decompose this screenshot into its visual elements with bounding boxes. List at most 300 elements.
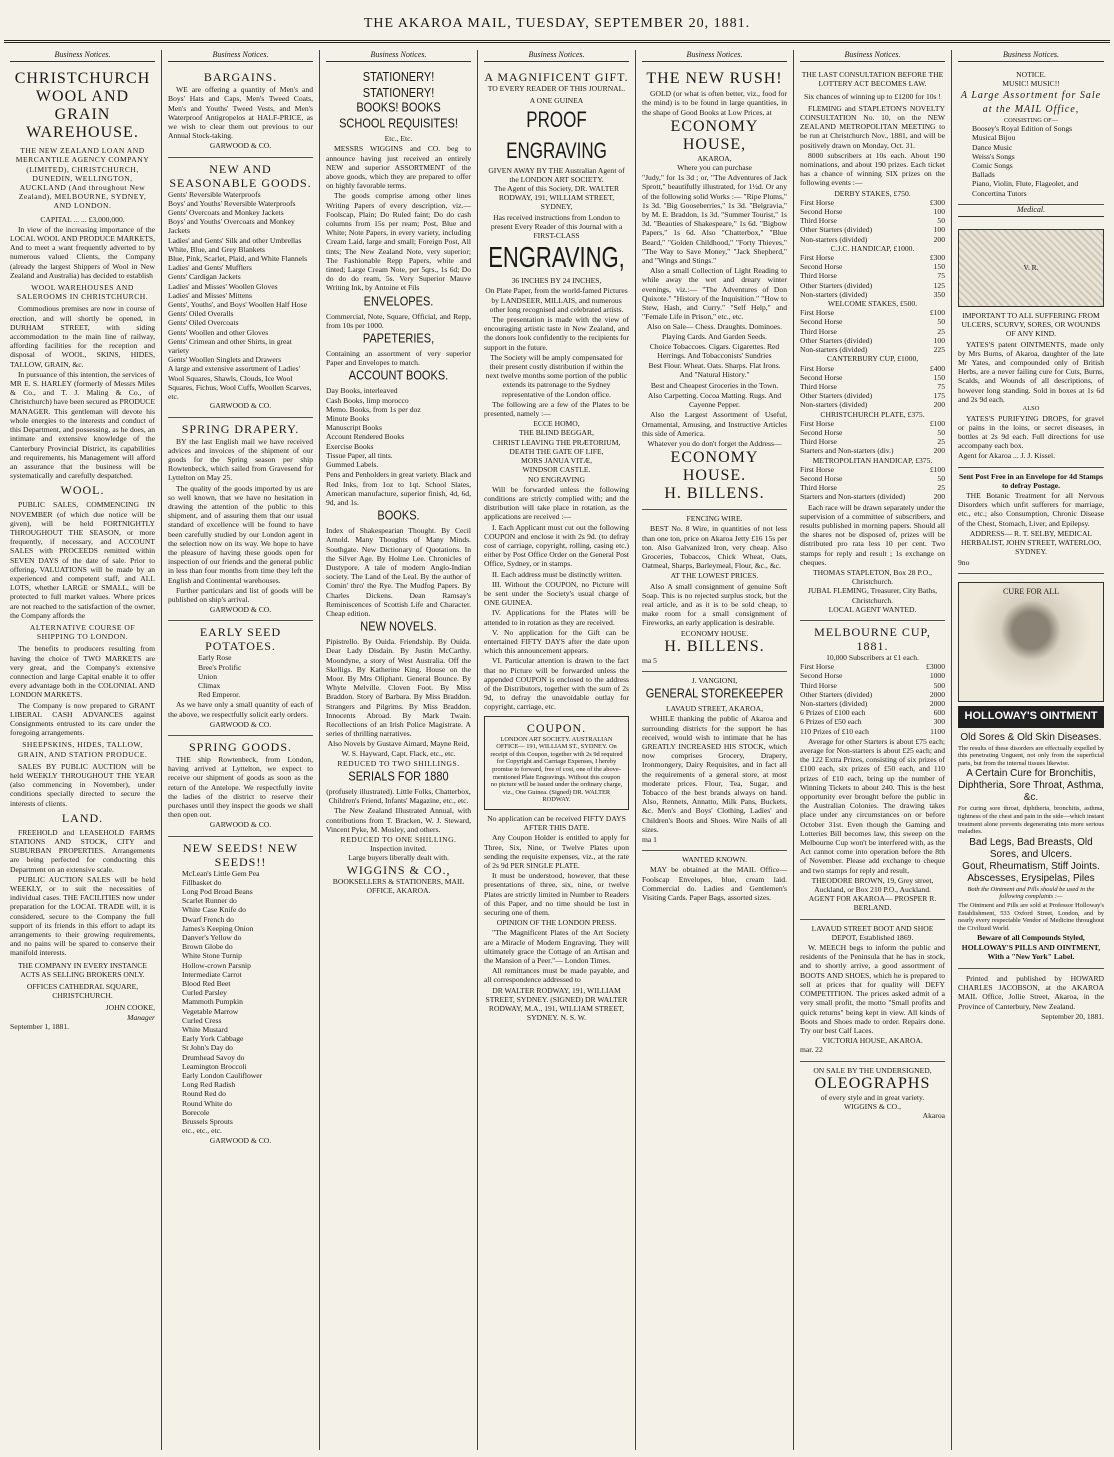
wanted-known-ad [642,851,787,909]
paragraph: The Company is now prepared to GRANT LIBERAL CASH ADVANCES against Consignments entrusted to its care under the foregoing arrangements. [10,700,155,738]
list-item: Long Red Radish [182,1080,236,1090]
paragraph: FLEMING and STAPLETON'S NOVELTY CONSULTATION No. 10, on the NEW ZEALAND METROPOLITAN MEETING to be run at Christchurch Nov., 1881, and will be positively drawn on Monday, Oct. 31. [800,103,945,150]
list-item: Climax [198,680,221,690]
paragraph: Choice Tobaccoes. Cigars. Cigarettes. Red Herrings. And Tobacconists' Sundries [649,341,780,361]
list-item: Scarlet Runner do [182,896,237,906]
agent: AGENT FOR AKAROA— PROSPER R. BERLAND. [808,894,937,913]
list-item: ECCE HOMO, [533,419,580,429]
paragraph: Also A small consignment of genuine Soft Soap. This is no rejected surplus stock, but the real article, and as it is to be sold cheap, to make room for a small consignment of Fireworks, an early application is desirable. [642,581,787,628]
subheading: Gout, Rheumatism, Stiff Joints. [962,860,1100,872]
column-7 [952,50,1110,1450]
prize-table [800,308,945,354]
advertiser: JUBAL FLEMING, Treasurer, City Baths, Christchurch. [807,586,938,605]
row-label: First Horse [800,418,834,428]
list-item: Brussels Sprouts [182,1117,233,1127]
list-item: Blue, Pink, Scarlet, Plaid, and White Flannels [168,254,308,264]
list-item: Borecole [182,1107,210,1117]
list-item: Gents' Oiled Overcoats [168,318,239,328]
row-label: Second Horse [800,207,843,217]
royal-arms-letters: V. R. [1023,263,1039,273]
advertiser-address: Akaroa [922,1111,945,1121]
table-row [800,253,945,262]
row-value: 25 [937,483,945,493]
coupon-text: LONDON ART SOCIETY. AUSTRALIAN OFFICE— 191, WILLIAM ST., SYDNEY. On receipt of this Coupon, together with 2s 9d required for Copyright and Carriage Expenses, I hereby promise to forward, free of cost, one of the above-mentioned Plate Engravings. Without this coupon no picture will be issued under the ordinary charge, viz., One Guinea. (Signed) DR. WALTER RODWAY. [490,735,623,804]
row-value: 225 [933,345,945,355]
ad-title: NEW AND SEASONABLE GOODS. [169,161,312,190]
list-item: Gents' Reversible Waterproofs [168,189,261,199]
table-row [800,483,945,492]
race-title: DERBY STAKES, £750. [834,188,911,198]
row-value: £300 [929,197,945,207]
list-item: Day Books, interleaved [326,386,398,396]
table-row [800,428,945,437]
wool-warehouse-ad [10,66,155,1037]
magnificent-gift-ad [484,66,629,1029]
subheading: A Large Assortment for Sale at the MAIL Office, [960,89,1102,115]
seasonable-goods-ad [168,158,313,418]
paragraph: Average for other Starters is about £75 each; average for Non-starters is about £25 each; and the 122 Extra Prizes, consisting of six prizes of £100 each, six prizes of £50 each, and 110 prizes of £10 each, bring up the number of Winning Tickets to about 240. This is the best opportunity ever brought before the public in the Australian Colonies. The drawing takes place under any circumstances on or before October 31st. Even though the Gaming and Lotteries Bill becomes law, this sweep on the Melbourne Cup won't be interfered with, as the Act cannot come into operation before the 8th of November. Please add exchange to cheque and two stamps for reply and result, [800,736,945,875]
column-3 [320,50,478,1450]
masthead-rule [4,40,1110,41]
date: September 1, 1881. [10,1021,70,1031]
ad-title: NEW SEEDS! NEW SEEDS!! [182,840,299,869]
list-item: Danver's Yellow do [182,933,242,943]
race-title: CANTERBURY CUP, £1000, [826,354,919,364]
table-row [800,198,945,207]
advertiser: WIGGINS & CO., [346,862,451,877]
list-item: MORS JANUA VITÆ, [521,456,592,466]
list-item: Memo. Books, from 1s per doz [326,404,421,414]
ad-title: MELBOURNE CUP, 1881. [814,624,931,653]
paragraph: W. MEECH begs to inform the public and residents of the Peninsula that he has in stock, and to shortly arrive, a good assortment of BOOTS AND SHOES, which he is prepared to sell at prices that for quality will DEFY COMPETITION. The prices asked admit of a very small profit, the motto "Small profits and quick returns" being kept in view. All kinds of Boots and Shoes made to order. Repairs done. Try our best Calf Laces. [800,943,945,1035]
table-row [800,216,945,225]
table-row [800,281,945,290]
ref-code: 9no [958,557,970,567]
subheading: Abscesses, Erysipelas, Piles [967,872,1095,884]
paragraph: Containing an assortment of very superior Paper and Envelopes to match. [326,349,471,368]
paragraph: Also on Sale— Chess. Draughts. Dominoes. Playing Cards. And Garden Seeds. [647,322,782,341]
paragraph: 8000 subscribers at 10s each. About 190 nominations, and about 190 prizes. Each ticket has a chance of winning SIX prizes on the following events :— [800,150,945,188]
paragraph: Also Carpetting. Cocoa Matting. Rugs. And Cayenne Pepper. [647,390,782,410]
list-item: McLean's Little Gem Pea [182,868,260,878]
row-value: 150 [933,262,945,272]
row-value: 1100 [930,726,945,736]
row-value: £100 [929,418,945,428]
goods-list [168,190,313,402]
row-label: Third Horse [800,483,837,493]
row-label: Second Horse [800,671,843,681]
subheading: ECONOMY HOUSE. [680,628,749,638]
paragraph: FREEHOLD and LEASEHOLD FARMS STATIONS AND STOCK, CITY and SUBURBAN PROPERTIES. Arrangements are being perfected for conducting this Department on an extensive scale. [10,827,155,874]
subheading: OLEOGRAPHS [814,1074,931,1092]
list-item: Round Red do [182,1089,226,1099]
seed-potatoes-ad [168,621,313,736]
music-list [958,124,1104,198]
advertiser: GARWOOD & CO. [209,719,272,729]
list-item: Boys' and Youths' Overcoats and Monkey Jackets [168,217,295,236]
subheading: 10,000 Subscribers at £1 each. [826,652,919,662]
subheading: REDUCED TO TWO SHILLINGS. [337,758,460,768]
table-row [800,662,945,671]
paragraph: Inspection invited. [370,844,427,854]
selby-ad [958,468,1104,574]
row-value: £400 [929,363,945,373]
list-item: Brown Globe do [182,942,233,952]
table-row [800,391,945,400]
ref-code: ma 1 [642,835,657,844]
paragraph: MAY be obtained at the MAIL Office— Foolscap Envelopes, blue, cream laid. Commercial do. Ladies and Gentlemen's Visiting Cards. Paper Bags, assorted sizes. [642,865,787,903]
row-label: First Horse [800,197,834,207]
paragraph: Both the Ointment and Pills should be used in the following complaints :— [967,885,1095,901]
table-row [800,235,945,244]
paragraph: III. Without the COUPON, no Picture will be sent under the Society's usual charge of ONE GUINEA. [484,579,629,608]
row-label: Second Horse [800,427,843,437]
row-label: First Horse [800,308,834,318]
table-row [800,225,945,234]
subheading: Bad Legs, Bad Breasts, Old Sores, and Ulcers. [969,836,1093,860]
signature-role: Manager [127,1012,155,1022]
list-item: Early Rose [198,653,232,663]
subheading: GENERAL STOREKEEPER [645,686,784,702]
list-item: Gents' Cardigan Jackets [168,272,241,282]
paragraph: The following are a few of the Plates to be presented, namely :— [484,399,629,419]
list-item: Curled Cress [182,1015,222,1025]
row-label: Second Horse [800,317,843,327]
masthead: THE AKAROA MAIL, TUESDAY, SEPTEMBER 20, 1881. [363,16,751,31]
economy-house-ad [642,66,787,510]
column-2 [162,50,320,1450]
advertiser-address: ADDRESS— R. T. SELBY, MEDICAL HERBALIST, JOHN STREET, WATERLOO, SYDNEY. [960,528,1102,557]
spring-drapery-ad [168,418,313,622]
paragraph: THE COMPANY IN EVERY INSTANCE ACTS AS SELLING BROKERS ONLY. [18,960,147,979]
row-label: Non-starters (divided) [800,345,868,355]
row-label: Third Horse [800,326,837,336]
subheading: AKAROA, [697,153,732,163]
row-value: 25 [937,326,945,336]
table-row [800,727,945,736]
paragraph: WHILE thanking the public of Akaroa and surrounding districts for the support he has received, would wish to intimate that he has GREATLY INCREASED HIS STOCK, which now comprises Grocery, Drapery, Ironmongery, Dairy Requisites, and in fact all the requirements of a general store, at most moderate prices. Flour, Tea, Sugar, and Tobacco of the best brands always on hand. Also, Rennets, Annatto, Milk Pans, Buckets, &c. Men's and Boys' Clothing, Ladies' and Children's Boots and Shoes. Wire Nails of all sizes. [642,714,787,834]
row-value: 200 [933,446,945,456]
race-title: CHRISTCHURCH PLATE, £375. [820,409,925,419]
list-item: Boys' and Youths' Reversible Waterproofs [168,198,296,208]
table-row [800,474,945,483]
ad-title: FENCING WIRE. [686,514,743,524]
list-item: Tissue Paper, all tints. [326,450,393,460]
masthead-rule-2 [4,42,1110,43]
row-label: Third Horse [800,680,837,690]
prize-table [800,253,945,299]
row-value: 100 [933,225,945,235]
list-item: Gents' Overcoats and Monkey Jackets [168,208,284,218]
column-heading: Business Notices. [642,50,787,62]
melbourne-cup-ad [800,621,945,920]
paragraph: The Society will be amply compensated for their present costly distribution if within the next twelve months some portion of the public extends its patronage to the Sydney representative of the London office. [485,352,628,399]
paragraph: Also a small Collection of Light Reading to while away the wet and dreary winter evenings, viz.:— "The Adventures of Don Quixote." "History of the Inquisition." "How to Stew, Hash, and Curry." "Self Help," and "Female Life in Prison," etc., etc. [642,266,787,322]
list-item: White, Blue, and Grey Blankets [168,244,266,254]
list-item: Manuscript Books [326,423,382,433]
row-value: 1000 [929,671,945,681]
paragraph: Commodious premises are now in course of erection, and will shortly be opened, in DURHAM STREET, with siding accommodation to the main line of railway, affording facilities for the reception and disposal of WOOL, SKINS, HIDES, TALLOW, GRAIN, &c. [10,304,155,369]
row-label: Starters and Non-starters (divided) [800,492,906,502]
subheading: OPINION OF THE LONDON PRESS. [496,918,617,928]
prize-table [800,419,945,456]
row-value: £100 [929,464,945,474]
ad-title-large: ENGRAVING, [488,241,625,274]
list-item: WINDSOR CASTLE. [522,465,591,475]
imprint [958,969,1104,1027]
table-row [800,336,945,345]
list-item: Musical Bijou [972,133,1016,143]
table-row [800,681,945,690]
table-row [800,690,945,699]
subheading: ECONOMY HOUSE, [670,117,759,153]
paragraph: THE Botanic Treatment for all Nervous Disorders which unfit sufferers for marriage, etc., etc.; also Consumption, Chronic Disease of the Chest, Stomach, Liver, and Epilepsy. [958,491,1104,528]
list-item: Boosey's Royal Edition of Songs [972,124,1073,134]
paragraph: I. Each Applicant must cut out the following COUPON and enclose it with 2s 9d. (to defray cost of carriage, copyright, rolling, casing etc.) either by Post Office Order on the General Post Office, Sydney, or in stamps. [484,522,629,569]
list-item: Dance Music [972,142,1013,152]
advertiser-address: DR WALTER RODWAY, 191, WILLIAM STREET, SYDNEY. (SIGNED) DR WALTER RODWAY, M.A., 191, WILLIAM STREET, SYDNEY. N. S. W. [485,985,628,1023]
ad-title: ON SALE BY THE UNDERSIGNED, [813,1065,932,1075]
race-title: C.J.C. HANDICAP, £1000. [830,243,915,253]
advertiser: H. BILLENS. [664,637,765,655]
row-label: Second Horse [800,372,843,382]
row-label: Third Horse [800,437,837,447]
paragraph: The benefits to producers resulting from having the choice of TWO MARKETS are very great, and the Company's extensive connection and large Capital enable it to offer every advantage both in the COLONIAL AND LONDON MARKETS. [10,644,155,700]
paragraph: Commercial, Note, Square, Official, and Repp, from 10s per 1000. [326,311,471,330]
ref-code: mar. 22 [800,1045,823,1055]
ref-code: ma 5 [642,655,657,665]
row-label: Other Starters (divided) [800,391,873,401]
list-item: Gummed Labels. [326,460,379,470]
list-item: Ladies' and Misses' Woollen Gloves [168,281,278,291]
row-value: 300 [933,717,945,727]
plates-list [484,419,629,474]
row-value: £300 [929,253,945,263]
quote: "The Magnificent Plates of the Art Society are a Miracle of Modern Engraving. They will ultimately grace the Cottage of an Artisan and the Mansion of a Peer."— London Times. [484,928,629,965]
date: September 20, 1881. [1041,1011,1104,1021]
paragraph: MESSRS WIGGINS and CO. beg to announce having just received an entirely NEW and superior ASSORTMENT of the above goods, which they are prepared to offer on highly favorable terms. [326,144,471,191]
ad-title: BOOKS! BOOKS [356,100,441,116]
row-label: Third Horse [800,381,837,391]
row-value: 500 [933,680,945,690]
list-item: CHRIST LEAVING THE PRÆTORIUM, [492,437,621,447]
prize-table [800,198,945,244]
agent: Agent for Akaroa ... J. J. Kissel. [958,451,1056,461]
advertiser: GARWOOD & CO. [209,1135,272,1145]
row-label: First Horse [800,253,834,263]
paragraph: Pipistrello. By Ouida. Friendship. By Ouida. Dear Lady Disdain. By Justin McCarthy. Moondyne, a story of West Australia. Off the Skelligs. By Katherine King. House on the Moor. By Mrs Oliphant. General Bounce. By Whyte Melville. Cloven Foot. By Miss Braddon. Story of Barbara. By Miss Braddon. Strangers and Pilgrims. By Miss Braddon. Innocents Abroad. By Mark Twain. Recollections of an Irish Police Magistrate. A series of thrilling narratives. [326,637,471,739]
paragraph: The Ointment and Pills are sold at Professor Holloway's Establishment, 533 Oxford Street, London, and by nearly every respectable Vendor of Medicine throughout the Civilized World. [958,902,1104,932]
ad-title: THE LAST CONSULTATION BEFORE THE LOTTERY ACT BECOMES LAW. [801,70,944,89]
subheading: ECONOMY HOUSE. [670,449,759,485]
subheading: A Certain Cure for Bronchitis, Diphtheria, Sore Throat, Asthma, &c. [958,768,1104,804]
table-row [800,717,945,726]
list-item: Minute Books [326,414,370,424]
paragraph: As we have only a small quantity of each of the above, we respectfully solicit early orders. [168,700,313,719]
subheading: AT THE LOWEST PRICES. [670,571,759,581]
paragraph: Best and Cheapest Groceries in the Town. [650,380,779,390]
subheading: SERIALS FOR 1880 [348,769,449,785]
row-value: 125 [933,280,945,290]
advertiser: GARWOOD & CO. [209,401,272,411]
row-value: 50 [937,317,945,327]
subheading: CONSISTING OF— [1003,116,1059,124]
subheading: Six chances of winning up to £1200 for 10s ! [804,91,941,101]
paragraph: The results of these disorders are effectually expelled by this penetrating Unguent, not only from the superficial parts, but from the internal tissues likewise. [958,744,1104,767]
row-value: 50 [937,473,945,483]
row-value: 175 [933,391,945,401]
row-value: £100 [929,308,945,318]
row-label: First Horse [800,363,834,373]
row-label: 6 Prizes of £50 each [800,717,862,727]
row-value: 2000 [929,699,945,708]
table-row [800,437,945,446]
row-value: 350 [933,289,945,299]
advertiser: THOMAS STAPLETON, Box 28 P.O., Christchurch. [812,567,933,587]
paragraph: VI. Particular attention is drawn to the fact that no Picture will be forwarded unless the appended COUPON is enclosed to the address of the Distributors, together with the sum of 2s 9d, to defray the unavoidable outlay for copyright, carriage, etc. [484,656,629,712]
list-item: A large and extensive assortment of Ladies' Wool Squares, Shawls, Clouds, Ice Wool Squares, Fichus, Wool Cuffs, Woollen Scarves, etc. [168,364,312,402]
paragraph: BEST No. 8 Wire, in quantities of not less than one ton, price on Akaroa Jetty £16 15s per ton. Also Galvanized Iron, very cheap. Also Groceries, Tobaccos, Chick Wheat, Oats, Oatmeal, Sharps, Barleymeal, Flour, &c., &c. [642,524,787,571]
music-ad [958,66,1104,205]
paragraph: PUBLIC AUCTION SALES will be held WEEKLY, or to suit the necessities of individual cases. THE FACILITIES now under preparation for the LOCAL TRADE will, it is considered, secure to the Company the full support of its friends in this effort to adapt its arrangements to their growing requirements, and no pains will be spared to conserve their manifold interests. [10,874,155,958]
vangioni-ad [642,672,787,851]
capital: CAPITAL ... ... £3,000,000. [40,214,125,224]
yates-ointment-ad [958,221,1104,468]
row-label: First Horse [800,662,834,672]
advertiser: VICTORIA HOUSE, AKAROA. [822,1036,923,1046]
ad-title: SPRING GOODS. [188,739,293,754]
row-value: 25 [937,437,945,447]
subheading: WOOL WAREHOUSES AND SALEROOMS IN CHRISTCHURCH. [16,283,149,302]
advertiser: H. BILLENS. [664,485,765,503]
row-label: Non-starters (divided) [800,699,868,708]
paragraph: The New Zealand Illustrated Annual, with contributions from T. Bracken, W. J. Steward, Vincent Pyke, M. Mosley, and others. [326,806,471,834]
new-seeds-ad [168,837,313,1151]
row-label: Third Horse [800,271,837,281]
newspaper-page [4,50,1110,1450]
table-row [800,327,945,336]
row-label: Non-starters (divided) [800,400,868,410]
subheading: NO ENGRAVING [527,474,586,484]
table-row [800,419,945,428]
subheading: REDUCED TO ONE SHILLING. [340,835,457,844]
royal-arms-image [958,229,1104,307]
paragraph: of every style and in great variety. [820,1092,925,1102]
row-value: 200 [933,400,945,410]
ad-title: STATIONERY! STATIONERY! [362,70,435,101]
paragraph: YATES'S patent OINTMENTS, made only by Mrs Burns, of Akaroa, daughter of the late Mr Yates, and compounded only of British Herbs, are a never failing cure for Cuts, Burns, Scalds, and Wounds of all descriptions, of however long standing. Sold in boxes at 1s 6d and 2s 9d each. [958,339,1104,404]
subheading: LAVAUD STREET, AKAROA, [665,704,764,714]
list-item: Curled Parsley [182,988,227,998]
table-row [800,290,945,299]
ad-title: SCHOOL REQUISITES! [339,116,458,132]
stationery-ad [326,66,471,901]
row-value: 100 [933,335,945,345]
column-6 [794,50,952,1450]
row-label: 110 Prizes of £10 each [800,726,869,736]
subheading: WOOL. [60,483,105,498]
advertiser-address: BOOKSELLERS & STATIONERS, MAIL OFFICE, AKAROA. [332,876,465,895]
paragraph: Will be forwarded unless the following conditions are strictly complied with; and the distribution will take place in rotation, as the applications are received :— [484,484,629,522]
subheading: 36 INCHES BY 24 INCHES, [511,276,602,286]
table-row [800,671,945,680]
paragraph: GIVEN AWAY BY THE Australian Agent of the LONDON ART SOCIETY. [488,165,625,184]
list-item: THE BLIND BEGGAR, [519,428,594,438]
subheading: LAND. [61,810,104,825]
list-item: Account Rendered Books [326,432,405,442]
list-item: White Stone Turnip [182,951,242,961]
ad-title: J. VANGIONI, [691,675,738,685]
paragraph: Index of Shakespearian Thought. By Cecil Arnold. Many Thoughts of Many Minds. Southgate. New Dictionary of Quotations. In the Silver Age. By Holme Lee. Chronicles of Dustypore. A tale of modern Anglo-Indian society. The Land of the Leal. By the author of Comin' thro' the Rye. The Mudfog Papers. By Charles Dickens. Dean Ramsay's Reminiscences of Scottish Life and Character. Cheap edition. [326,526,471,618]
bargains-ad [168,66,313,157]
subheading: LOCAL AGENT WANTED. [828,604,917,614]
paragraph: Also the Largest Assortment of Useful, Ornamental, Amusing, and Instructive Articles this side of America. [642,410,787,438]
row-value: 75 [937,381,945,391]
table-row [800,207,945,216]
row-label: 6 Prizes of £100 each [800,708,866,718]
paragraph: Printed and published by HOWARD CHARLES JACOBSON, at the AKAROA MAIL Office, Jollie Street, Akaroa, in the Province of Canterbury, New Zealand. [958,974,1104,1011]
paragraph: The presentation is made with the view of encouraging artistic taste in New Zealand, and the donors look confidently to the recipients for support in the future. [484,315,629,352]
table-row [800,271,945,280]
row-value: 50 [937,216,945,226]
row-label: Other Starters (divided) [800,280,873,290]
column-4 [478,50,636,1450]
row-value: 150 [933,372,945,382]
list-item: Hollow-crown Parsnip [182,960,251,970]
race-title: WELCOME STAKES, £500. [827,299,918,309]
row-label: Other Starters (divided) [800,225,873,235]
ad-title: CHRISTCHURCH WOOL AND GRAIN WAREHOUSE. [14,70,151,142]
coupon-box [484,716,629,810]
paragraph: Beware of all Compounds Styled, HOLLOWAY'S PILLS AND OINTMENT, With a "New York" Label. [961,933,1101,961]
column-1 [4,50,162,1450]
list-item: James's Keeping Onion [182,923,254,933]
seed-list [168,869,313,1136]
paragraph: SALES BY PUBLIC AUCTION will be held WEEKLY THROUGHOUT THE YEAR (also commencing in November), under conditions specially directed to secure the interests of clients. [10,761,155,808]
advertiser: THEODORE BROWN, 19, Grey street, Auckland, or Box 210 P.O., Auckland. [811,875,934,895]
row-value: 200 [933,492,945,502]
row-label: First Horse [800,464,834,474]
advertiser: GARWOOD & CO. [209,141,272,151]
paragraph: Large buyers liberally dealt with. [348,853,449,863]
subheading: ENVELOPES. [363,294,434,309]
spring-goods-ad [168,736,313,837]
list-item: Union [198,671,217,681]
list-item: Intermediate Carrot [182,969,242,979]
ad-title: LAVAUD STREET BOOT AND SHOE DEPOT, Established 1869. [811,923,934,942]
ad-title: THE NEW RUSH! [646,70,783,88]
ad-title: WANTED KNOWN. [682,855,747,865]
list-item: Vegetable Marrow [182,1006,239,1016]
paragraph: No application can be received FIFTY DAYS AFTER THIS DATE. [487,813,626,833]
paragraph: For curing sore throat, diphtheria, bronchitis, asthma, tightness of the chest and pain in the side—which instant treatment alone prevents degenerating into more serious maladies. [958,805,1104,836]
paragraph: Best Flour. Wheat. Oats. Sharps. Flat Irons. And "Natural History." [648,361,781,380]
paragraph: GOLD (or what is often better, viz., food for the mind) is to be found in large quantities, in the shape of Good Books at Low Prices, at [642,89,787,117]
holloway-seal-image [958,582,1104,702]
subheading: ACCOUNT BOOKS. [348,369,449,384]
column-heading: Business Notices. [168,50,313,62]
list-item: Drumhead Savoy do [182,1052,245,1062]
subheading: Sent Post Free in an Envelope for 4d Stamps to defray Postage. [958,471,1103,490]
fencing-wire-ad [642,510,787,672]
list-item: White Mustard [182,1025,228,1035]
paragraph: (profusely illustrated). Little Folks, Chatterbox, Children's Friend, Infants' Magazine, etc., etc. [326,786,471,806]
ad-title-large: PROOF ENGRAVING [506,107,607,163]
advertiser: GARWOOD & CO. [209,820,272,830]
paragraph: It must be understood, however, that these presentations of three, six, nine, or twelve Plates are strictly limited in Number to Readers of this Paper, and no time should be lost in securing one of them. [484,871,629,917]
offices: OFFICES CATHEDRAL SQUARE, CHRISTCHURCH. [26,982,139,1001]
holloway-banner: HOLLOWAY'S OINTMENT [958,706,1104,728]
